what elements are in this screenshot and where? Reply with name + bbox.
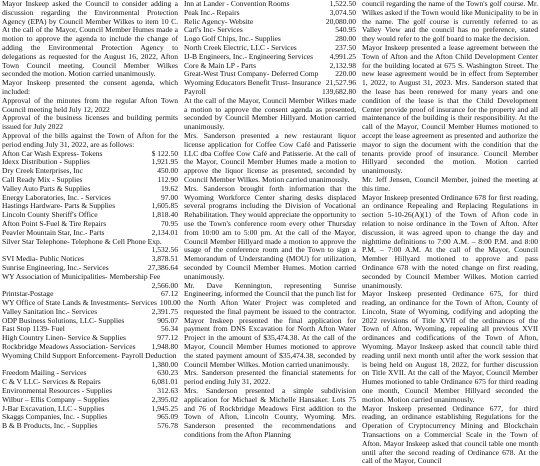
paragraph-minutes-approval: Approval of the minutes from the regular Afton Town Council meeting held July 12, 2022	[2, 95, 178, 114]
bill-amount: 2,395.02	[151, 394, 178, 404]
bill-amount: 3,878.51	[151, 254, 178, 264]
right-paragraphs	[362, 0, 538, 466]
paragraph-epa-agenda: Mayor Inskeep asked the Council to consider adding a discussion regarding the Environmental Protection Agency (EPA) by Council Member Wilkes to item 10 C. At the call of the Mayor, Council Member Humes made a motion to approve the agenda to include the change of adding the Environmental Protection Agency to delegations as requested for the August 16, 2022, Afton Town Council meeting. Council Member Wilkes seconded the motion. Motion carried unanimously.	[2, 0, 178, 79]
bill-vendor: Skaggs Companies, Inc. - Supplies	[2, 412, 108, 422]
bill-amount: 540.95	[335, 25, 356, 35]
article-paragraph: Mrs. Sanderson brought forth information that the Wyoming Workforce Center sharing desks displaced several programs including the Division of Vocational Rehabilitation. They would appreciate the opportunity to use the Town's conference room every other Thursday from 10:00 am to 5:00 pm. At the call of the Mayor, Council Member Hillyard made a motion to approve the usage of the conference room and the Town to sign a Memorandum of Understanding (MOU) for utilization, seconded by Council Member Humes. Motion carried unanimously.	[184, 183, 356, 281]
bill-vendor: Idexx Distribution - Supplies	[2, 157, 90, 167]
bill-vendor: Fast Stop 1139- Fuel	[2, 324, 65, 334]
column-middle	[184, 0, 356, 440]
bill-amount: 1,605.85	[151, 201, 178, 211]
bill-amount: 1,818.40	[151, 210, 178, 220]
paragraph-consent-agenda: Mayor Inskeep presented the consent agenda, which included:	[2, 78, 178, 96]
paragraph-license-approval: Approval of the business licenses and building permits issued for July 2022	[2, 113, 178, 132]
bill-vendor: Payroll	[184, 86, 206, 96]
bill-vendor: Wilbur – Ellis Company – Supplies	[2, 394, 110, 404]
bill-amount: 1,921.95	[151, 157, 178, 167]
bill-amount: 2,391.75	[151, 306, 178, 316]
bill-amount: 112.90	[157, 174, 178, 184]
bill-amount: 97.00	[161, 192, 178, 202]
bill-vendor: C & V LLC- Services & Repairs	[2, 377, 101, 387]
bill-vendor: Great-West Trust Company- Deferred Comp	[184, 69, 319, 79]
bill-vendor: Inn at Lander - Convention Rooms	[184, 0, 290, 8]
bill-amount: 2,134.01	[151, 227, 178, 237]
bill-amount: 70.95	[161, 218, 178, 228]
bill-vendor: B & B Products, Inc. - Supplies	[2, 421, 98, 431]
bill-amount: 19.62	[161, 183, 178, 193]
bill-amount: $ 122.50	[151, 148, 178, 158]
bill-vendor: Carl's Inc- Services	[184, 25, 243, 35]
article-paragraph: At the call of the Mayor, Council Member Wilkes made a motion to approve the consent agenda as presented, seconded by Council Member Hillyard. Motion carried unanimously.	[184, 95, 356, 132]
article-paragraph: council regarding the name of the Town's golf course. Mr. Wilkes asked if the Town would like Municipality to be in the name. The golf course is currently referred to as Valley View and the council has no preference, stated they would refer to the golf board to make the decision.	[362, 0, 538, 44]
bill-amount: 4,991.25	[329, 51, 356, 61]
bill-amount: 1,522.50	[329, 0, 356, 8]
bill-vendor: Printstar-Postage	[2, 289, 54, 299]
bill-amount: 312.63	[157, 386, 178, 396]
bill-amount: 280.00	[335, 34, 356, 44]
bill-amount: 237.50	[335, 42, 356, 52]
bill-amount: 1,948.80	[151, 342, 178, 352]
article-paragraph: Mr. Jeff Jensen, Council Member, joined the meeting at this time.	[362, 174, 538, 193]
article-paragraph: Mayor Inskeep presented Ordinance 677, for third reading, an ordinance establishing Regulations for the Operation of Cryptocurrency Mining and Blockchain Transactions on a Commercial Scale in the Town of Afton. Mayor Inskeep asked that council table one month until after the second reading of Ordinance 678. At the call of the Mayor, Council	[362, 403, 538, 466]
bill-amount: 21,527.96	[325, 78, 356, 88]
bill-vendor: High Country Linen- Service & Supplies	[2, 333, 126, 343]
bill-amount: 27,386.64	[147, 262, 178, 272]
middle-paragraphs	[184, 97, 356, 440]
bill-amount: 3,074.50	[329, 7, 356, 17]
paragraph-bills-approval: Approval of the bills against the Town of Afton for the period ending July 31, 2022, are as follows:	[2, 130, 178, 149]
bill-vendor: Freedom Mailing - Services	[2, 368, 87, 378]
article-paragraph: Mayor Inskeep presented Ordinance 678 for first reading, an ordinance Repealing and Replacing Regulations in section 5-10-26(A)(1) of the Town of Afton code in relation to noise ordinance in the Town of Afton. After discussion, it was agreed upon to change the day and nighttime definitions to 7:00 A.M. – 8:00 P.M. and 8:00 P.M. – 7:00 A.M. At the call of the Mayor, Council Member Hillyard motioned to approve and pass Ordinance 678 with the noted change on first reading, seconded by Council Member Wilkes. Motion carried unanimously.	[362, 192, 538, 290]
bill-vendor: Core & Main LP - Parts	[184, 60, 257, 70]
bill-vendor: Rockbridge Meadows Association- Services	[2, 342, 136, 352]
bill-vendor: Peavler Mountain Star, Inc.- Parts	[2, 227, 105, 237]
bill-amount: 6,081.01	[151, 377, 178, 387]
column-left	[2, 0, 181, 431]
bill-vendor: Environmental Resources - Supplies	[2, 386, 113, 396]
bill-vendor: Afton Car Wash Express- Tokens	[2, 148, 103, 158]
bill-amount: 1,945.25	[151, 403, 178, 413]
bill-vendor: Wyoming Child Support Enforcement- Payroll Deduction	[2, 350, 177, 360]
bill-amount: 576.78	[157, 421, 178, 431]
bill-row	[2, 422, 178, 431]
bills-list-continued	[184, 0, 356, 97]
bill-vendor: Logo Golf Chips, Inc.- Supplies	[184, 34, 281, 44]
bill-amount: 1,380.00	[151, 359, 178, 369]
article-paragraph: Mayor Inskeep presented Ordinance 675, for third reading, an ordinance for the Town of Afton, County of Lincoln, State of Wyoming, codifying and adopting the 2022 revisions of Title XVII of the ordinances of the Town of Afton, Wyoming, repealing all previous XVII ordinances and codifications of the Town of Afton, Wyoming. Mayor Inskeep asked that council table third reading until next month until after the work session that is being held on August 18, 2022, for further discussion on Title XVII. At the call of the Mayor, Council Member Humes motioned to table Ordinance 675 for third reading one month, Council Member Hillyard seconded the motion. Motion carried unanimously.	[362, 289, 538, 404]
article-paragraph: Mrs. Sanderson presented the financial statements for period ending July 31, 2022.	[184, 368, 356, 387]
bill-amount: 2,566.00	[151, 280, 178, 290]
article-paragraph: Mrs. Sanderson presented a new restaurant liquor license application for Coffee Cow Café and Patisserie LLC dba Coffee Cow Café and Patisserie. At the call of the Mayor, Council Member Humes made a motion to approve the liquor license as presented, seconded by Council Member Wilkes. Motion carried unanimously.	[184, 130, 356, 184]
bill-vendor: Silver Star Telephone- Telephone & Cell Phone Exp.	[2, 236, 162, 246]
bill-amount: 630.23	[157, 368, 178, 378]
bill-vendor: Afton Point S-Fuel & Tire Repairs	[2, 218, 107, 228]
bill-amount: 220.00	[335, 69, 356, 79]
bill-vendor: Relic Agency- Website	[184, 16, 254, 26]
bill-vendor: Call Ready Mix - Supplies	[2, 174, 83, 184]
bill-vendor: Lincoln County Sheriff's Office	[2, 210, 98, 220]
bill-vendor: WY Office of State Lands & Investments- Services	[2, 298, 157, 308]
bill-vendor: Wyoming Educators Benefit Trust- Insurance	[184, 78, 322, 88]
bill-vendor: IJ-B Engineers, Inc.- Engineering Services	[184, 51, 314, 61]
bills-list	[2, 148, 181, 432]
bill-vendor: SVI Media- Public Notices	[2, 254, 84, 264]
bill-amount: 139,682.80	[322, 86, 356, 96]
bill-vendor: Sunrise Engineering, Inc.- Services	[2, 262, 109, 272]
bill-amount: 2,132.98	[329, 60, 356, 70]
bill-vendor: WY Association of Municipalities- Membership Fee	[2, 271, 161, 281]
bill-vendor: Valley Sanitation Inc.- Services	[2, 306, 98, 316]
bill-amount: 67.12	[161, 289, 178, 299]
bill-vendor: Hastings Hardware- Parts & Supplies	[2, 201, 116, 211]
bill-amount: 1,532.56	[151, 245, 178, 255]
bill-vendor: ODP Business Solutions, LLC- Supplies	[2, 315, 125, 325]
article-paragraph: Mr. Dave Kennington, representing Sunrise Engineering, informed the Council that the punch list for the North Afton Water Project was completed and requested the final payment be issued to the contractor. Mayor Inskeep presented the final application for payment from DNS Excavation for North Afton Water Project in the amount of $35,474.38. At the call of the Mayor, Council Member Humes motioned to approve the stated payment amount of $35,474.38, seconded by Council Member Wilkes. Motion carried unanimously.	[184, 280, 356, 369]
bill-amount: 100.00	[159, 298, 181, 308]
article-paragraph: Mayor Inskeep presented a lease agreement between the Town of Afton and the Afton Child Development Center for the building located at 675 S. Washington Street. The new lease agreement would be in effect from September 1, 2022, to August 31, 2023. Mrs. Sanderson stated that the lease has been renewed for many years and one condition of the lease is that the Child Development Center provide proof of insurance for the property and all maintenance of the building is their responsibility. At the call of the Mayor, Council Member Humes motioned to accept the lease agreement as presented and authorize the mayor to sign the document with the condition that the tenants provide proof of insurance. Council Member Hillyard seconded the motion. Motion carried unanimously.	[362, 42, 538, 176]
bill-amount: 450.00	[157, 166, 178, 176]
bill-vendor: J-Bar Excavation, LLC - Supplies	[2, 403, 105, 413]
bill-vendor: Dry Creek Enterprises, Inc	[2, 166, 83, 176]
bill-vendor: Valley Auto Parts & Supplies	[2, 183, 91, 193]
column-right	[362, 0, 538, 466]
bill-amount: 905.07	[157, 315, 178, 325]
bill-amount: 56.34	[161, 324, 178, 334]
bill-vendor: North Creek Electric, LLC - Services	[184, 42, 297, 52]
bill-amount: 977.12	[157, 333, 178, 343]
bill-amount: 965.09	[157, 412, 178, 422]
bill-amount: 20,080.00	[325, 16, 356, 26]
article-paragraph: Mrs. Sanderson presented a simple subdivision application for Michael & Michelle Hansaker. Lots 75 and 76 of Rockbridge Meadows First addition to the Town of Afton, Lincoln County, Wyoming. Mrs. Sanderson presented the recommendations and conditions from the Afton Planning	[184, 386, 356, 440]
bill-vendor: Peak Inc.- Repairs	[184, 7, 240, 17]
bill-vendor: Energy Laboratories, Inc. - Services	[2, 192, 111, 202]
